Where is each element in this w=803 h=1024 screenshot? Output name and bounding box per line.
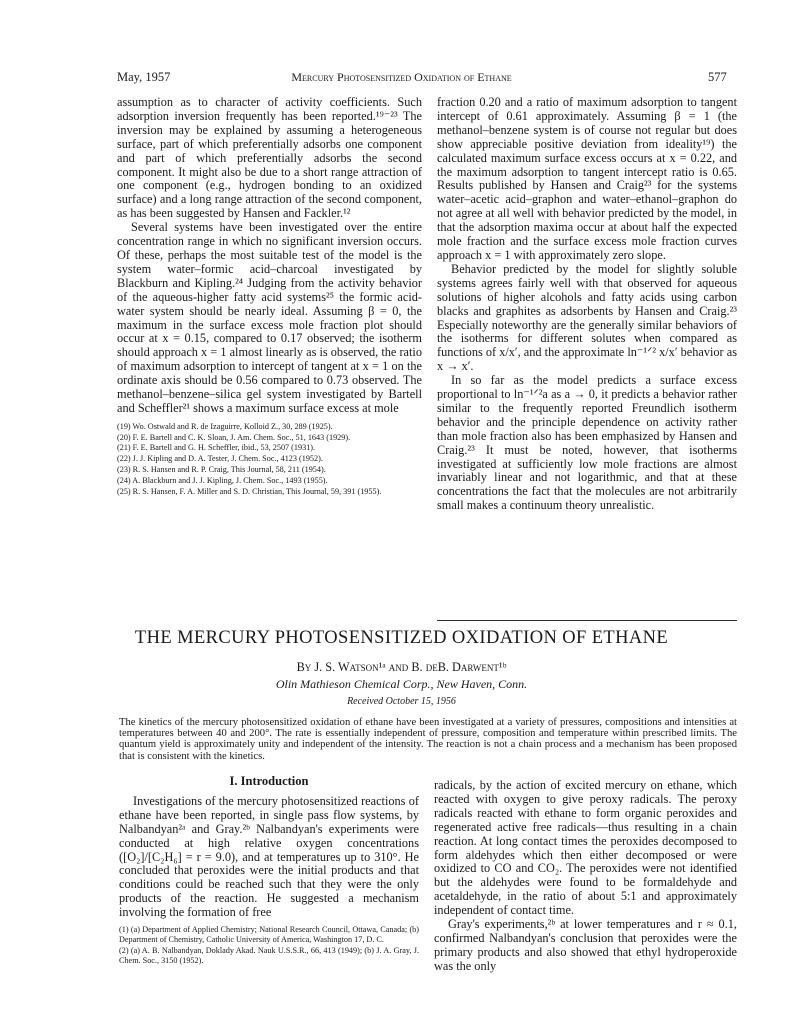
section-heading: I. Introduction (229, 774, 309, 788)
paragraph: Several systems have been investigated over the entire concentration range in which no significant inversion occurs. Of these, perhaps the most suitable test of the model is the system water–formic acid–charcoal investigated by Blackburn and Kipling.²⁴ Judging from the activity behavior of the aqueous-higher fatty acid systems²⁵ the formic acid-water system should be nearly ideal. Assuming β = 0, the maximum in the surface excess mole fraction plot should occur at x = 0.15, compared to 0.17 observed; the isotherm should approach x = 1 almost linearly as is observed, the ratio of maximum adsorption to intercept of tangent at x = 1 on the ordinate axis should be 0.56 compared to 0.73 observed. The methanol–benzene–silica gel system investigated by Bartell and Scheffler²¹ shows a maximum surface excess at mole (117, 220, 422, 415)
footnote: (20) F. E. Bartell and C. K. Sloan, J. Am. Chem. Soc., 51, 1643 (1929). (117, 432, 351, 442)
footnote: (1) (a) Department of Applied Chemistry; National Research Council, Ottawa, Canada; (b) Department of Chemistry, Catholic University of America, Washington 17, D. C. (119, 925, 419, 945)
footnote: (24) A. Blackburn and J. J. Kipling, J. Chem. Soc., 1493 (1955). (117, 475, 328, 485)
footnote: (19) Wo. Ostwald and R. de Izaguirre, Kolloid Z., 30, 289 (1925). (117, 421, 333, 431)
top-right-column (437, 96, 737, 513)
paragraph: fraction 0.20 and a ratio of maximum adsorption to tangent intercept of 0.61 approximately. Assuming β = 1 (the methanol–benzene system is of course not regular but does show appreciable positive deviation from ideality¹⁹) the calculated maximum surface excess occurs at x = 0.22, and the maximum adsorption to tangent intercept ratio is 0.65. Results published by Hansen and Craig²³ for the systems water–acetic acid–graphon and water–ethanol–graphon do not agree at all well with behavior predicted by the model, in that the adsorption maxima occur at about half the expected mole fraction and the surface excess mole fraction curves approach x = 1 with approximately zero slope. (437, 95, 737, 262)
paragraph: Investigations of the mercury photosensitized reactions of ethane have been reported, in single pass flow systems, by Nalbandyan²ᵃ and Gray.²ᵇ Nalbandyan's experiments were conducted at high relative oxygen concentrations ([O₂]/[C₂H₆] = r = 9.0), and at temperatures up to 310°. He concluded that peroxides were the initial products and that conditions could be reached such that they were the only products of the reaction. He suggested a mechanism involving the formation of free (119, 793, 419, 920)
paragraph: radicals, by the action of excited mercury on ethane, which reacted with oxygen to give peroxy radicals. The peroxy radicals reacted with ethane to form organic peroxides and regenerated active free radicals—thus resulting in a chain reaction. At long contact times the peroxides decomposed to form aldehydes which then either decomposed or were oxidized to CO and CO₂. The peroxides were not identified but the aldehydes were found to be formaldehyde and acetaldehyde, in the ratio of about 5:1 and approximately independent of contact time. (434, 778, 737, 918)
paragraph: Behavior predicted by the model for slightly soluble systems agrees fairly well with that observed for aqueous solutions of higher alcohols and fatty acids using carbon blacks and graphites as adsorbents by Hansen and Craig.²³ Especially noteworthy are the generally similar behaviors of the isotherms for different solutes when compared as functions of x/x′, and the approximate ln⁻¹ᐟ² x/x′ behavior as x → x′. (437, 261, 737, 374)
bottom-left-column (119, 775, 419, 967)
header-date: May, 1957 (117, 70, 171, 84)
running-title: Mercury Photosensitized Oxidation of Ethane (291, 70, 512, 84)
received-date: Received October 15, 1956 (347, 696, 456, 707)
footnote: (25) R. S. Hansen, F. A. Miller and S. D. Christian, This Journal, 59, 391 (1955). (117, 486, 382, 496)
footnotes (117, 422, 422, 497)
paragraph: assumption as to character of activity coefficients. Such adsorption inversion frequently has been reported.¹⁹⁻²³ The inversion may be explained by assuming a heterogeneous surface, part of which preferentially adsorbs one component and part of which preferentially adsorbs the second component. It might also be due to a short range attraction of one component (e.g., hydrogen bonding to an oxidized surface) and a long range attraction of the second component, as has been suggested by Hansen and Fackler.¹² (117, 95, 422, 221)
article-authors: By J. S. Watson¹ᵃ and B. deB. Darwent¹ᵇ (296, 660, 507, 674)
paragraph: Gray's experiments,²ᵇ at lower temperatures and r ≈ 0.1, confirmed Nalbandyan's conclusion that peroxides were the primary products and also showed that ethyl hydroperoxide was the only (434, 917, 737, 973)
footnotes (119, 925, 419, 966)
top-left-column (117, 96, 422, 497)
footnote: (21) F. E. Bartell and G. H. Scheffler, ibid., 53, 2507 (1931). (117, 443, 316, 453)
footnote: (22) J. J. Kipling and D. A. Tester, J. Chem. Soc., 4123 (1952). (117, 454, 323, 464)
page-number: 577 (708, 70, 727, 84)
bottom-right-column (434, 779, 737, 974)
section-divider (437, 620, 737, 621)
footnote: (2) (a) A. B. Nalbandyan, Doklady Akad. Nauk U.S.S.R., 66, 413 (1949); (b) J. A. Gray, J. Chem. Soc., 3150 (1952). (119, 946, 419, 966)
article-affiliation: Olin Mathieson Chemical Corp., New Haven, Conn. (275, 677, 528, 691)
abstract: The kinetics of the mercury photosensitized oxidation of ethane have been investigated at a variety of pressures, compositions and intensities at temperatures between 40 and 200°. The rate is essentially independent of pressure, composition and temperature within prescribed limits. The quantum yield is approximately unity and independent of the intensity. The reaction is not a chain process and a mechanism has been proposed that is consistent with the kinetics. (119, 717, 737, 762)
paragraph: In so far as the model predicts a surface excess proportional to ln⁻¹ᐟ²a as a → 0, it predicts a behavior rather similar to the frequently reported Freundlich isotherm behavior and the principle dependence on activity rather than mole fraction also has been emphasized by Hansen and Craig.²³ It must be noted, however, that isotherms investigated at sufficiently low mole fractions are almost invariably linear and not logarithmic, and that at these concentrations the fact that the molecules are not arbitrarily small makes a continuum theory unrealistic. (437, 373, 737, 513)
footnote: (23) R. S. Hansen and R. P. Craig, This Journal, 58, 211 (1954). (117, 465, 326, 475)
article-title: THE MERCURY PHOTOSENSITIZED OXIDATION OF ETHANE (134, 628, 669, 648)
